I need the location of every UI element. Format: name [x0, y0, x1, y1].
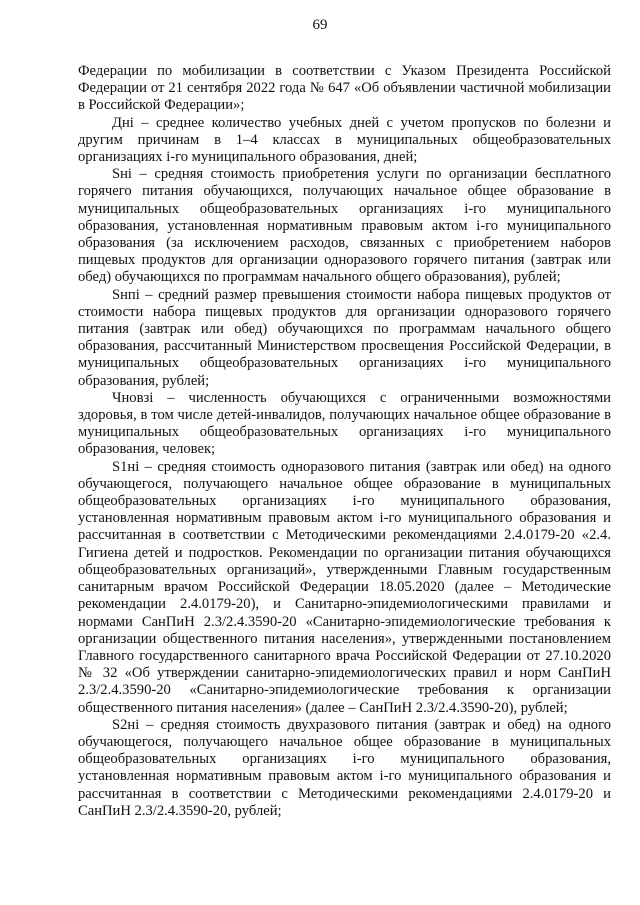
- paragraph-double-meal-cost-definition: S2ні – средняя стоимость двухразового питания (завтрак и обед) на одного обучающегося, получающего начальное общее образование в муниципальных общеобразовательных организациях i-го муниципального образования, установленная нормативным правовым актом i-го муниципального образования и рассчитанная в соответствии с Методическими рекомендациями 2.4.0179-20 и СанПиН 2.3/2.4.3590-20, рублей;: [78, 716, 611, 819]
- paragraph-continuation: Федерации по мобилизации в соответствии с Указом Президента Российской Федерации от 21 сентября 2022 года № 647 «Об объявлении частичной мобилизации в Российской Федерации»;: [78, 63, 611, 114]
- paragraph-single-meal-cost-definition: S1ні – средняя стоимость одноразового питания (завтрак или обед) на одного обучающегося, получающего начальное общее образование в муниципальных общеобразовательных организациях i-го муниципального образования, установленная нормативным правовым актом i-го муниципального образования и рассчитанная в соответствии с Методическими рекомендациями 2.4.0179-20 «2.4. Гигиена детей и подростков. Рекомендации по организации питания обучающихся общеобразовательных организаций», утвержденными Главным государственным санитарным врачом Российской Федерации 18.05.2020 (далее – Методические рекомендации 2.4.0179-20), и Санитарно-эпидемиологическими правилами и нормами СанПиН 2.3/2.4.3590-20 «Санитарно-эпидемиологические требования к организации общественного питания населения», утвержденными постановлением Главного государственного санитарного врача Российской Федерации от 27.10.2020 № 32 «Об утверждении санитарно-эпидемиологических правил и норм СанПиН 2.3/2.4.3590-20 «Санитарно-эпидемиологические требования к организации общественного питания населения» (далее – СанПиН 2.3/2.4.3590-20), рублей;: [78, 458, 611, 716]
- paragraph-days-definition: Дні – среднее количество учебных дней с учетом пропусков по болезни и другим причинам в 1–4 классах в муниципальных общеобразовательных организациях i-го муниципального образования, дней;: [78, 114, 611, 166]
- page-number: 69: [312, 17, 328, 33]
- paragraph-service-cost-definition: Sні – средняя стоимость приобретения услуги по организации бесплатного горячего питания обучающихся, получающих начальное общее образование в муниципальных общеобразовательных организациях i-го муниципального образования, установленная нормативным правовым актом i-го муниципального образования (за исключением расходов, связанных с приобретением наборов пищевых продуктов для организации одноразового горячего питания (завтрак или обед) обучающихся по программам начального общего образования), рублей;: [78, 166, 611, 286]
- paragraph-excess-cost-definition: Sнпі – средний размер превышения стоимости набора пищевых продуктов от стоимости набора пищевых продуктов для организации одноразового горячего питания (завтрак или обед) обучающихся по программам начального общего образования, рассчитанный Министерством просвещения Российской Федерации, в муниципальных общеобразовательных организациях i-го муниципального образования, рублей;: [78, 286, 611, 389]
- document-body: [78, 63, 611, 820]
- paragraph-disabled-count-definition: Чновзі – численность обучающихся с ограниченными возможностями здоровья, в том числе детей-инвалидов, получающих начальное общее образование в муниципальных общеобразовательных организациях i-го муниципального образования, человек;: [78, 389, 611, 458]
